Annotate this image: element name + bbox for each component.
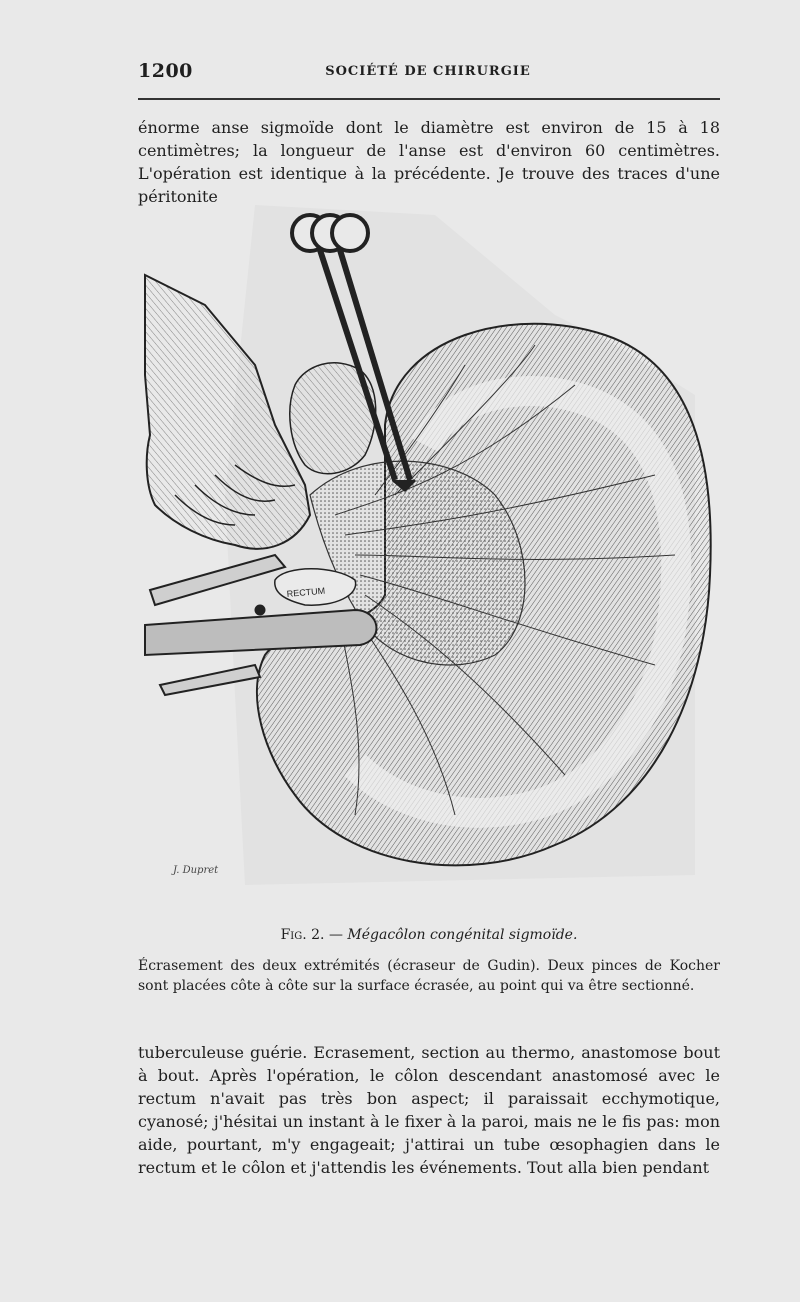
intro-text: énorme anse sigmoïde dont le diamètre est environ de 15 à 18 centimètres; la longueur de l'anse est d'environ 60 centimètres. L'opération est identique à la précédente. Je trouve des traces d'une péritonite — [138, 118, 720, 206]
running-head: SOCIÉTÉ DE CHIRURGIE — [325, 64, 531, 79]
outro-paragraph — [138, 1041, 720, 1179]
surgical-illustration — [135, 195, 715, 895]
header-rule — [138, 98, 720, 100]
outro-text: tuberculeuse guérie. Ecrasement, section au thermo, anastomose bout à bout. Après l'opération, le côlon descendant anastomosé avec le rectum n'avait pas très bon aspect; il paraissait ecchymotique, cyanosé; j'hésitai un instant à le fixer à la paroi, mais ne le fis pas: mon aide, pourtant, m'y engageait; j'attirai un tube œsophagien dans le rectum et le côlon et j'attendis les événements. Tout alla bien pendant — [138, 1043, 720, 1177]
figure-caption-title — [138, 927, 720, 943]
figure-name: Mégacôlon congénital sigmoïde. — [347, 927, 578, 943]
figure-caption-text: Écrasement des deux extrémités (écraseur de Gudin). Deux pinces de Kocher sont placées côte à côte sur la surface écrasée, au point qui va être sectionné. — [138, 958, 720, 994]
page-number: 1200 — [138, 60, 193, 82]
engraver-signature: J. Dupret — [173, 865, 219, 876]
page-header — [138, 60, 718, 86]
illustration-drawing — [135, 195, 715, 895]
rectum-label: RECTUM — [286, 585, 326, 599]
figure-label: Fig. 2. — — [280, 927, 343, 943]
